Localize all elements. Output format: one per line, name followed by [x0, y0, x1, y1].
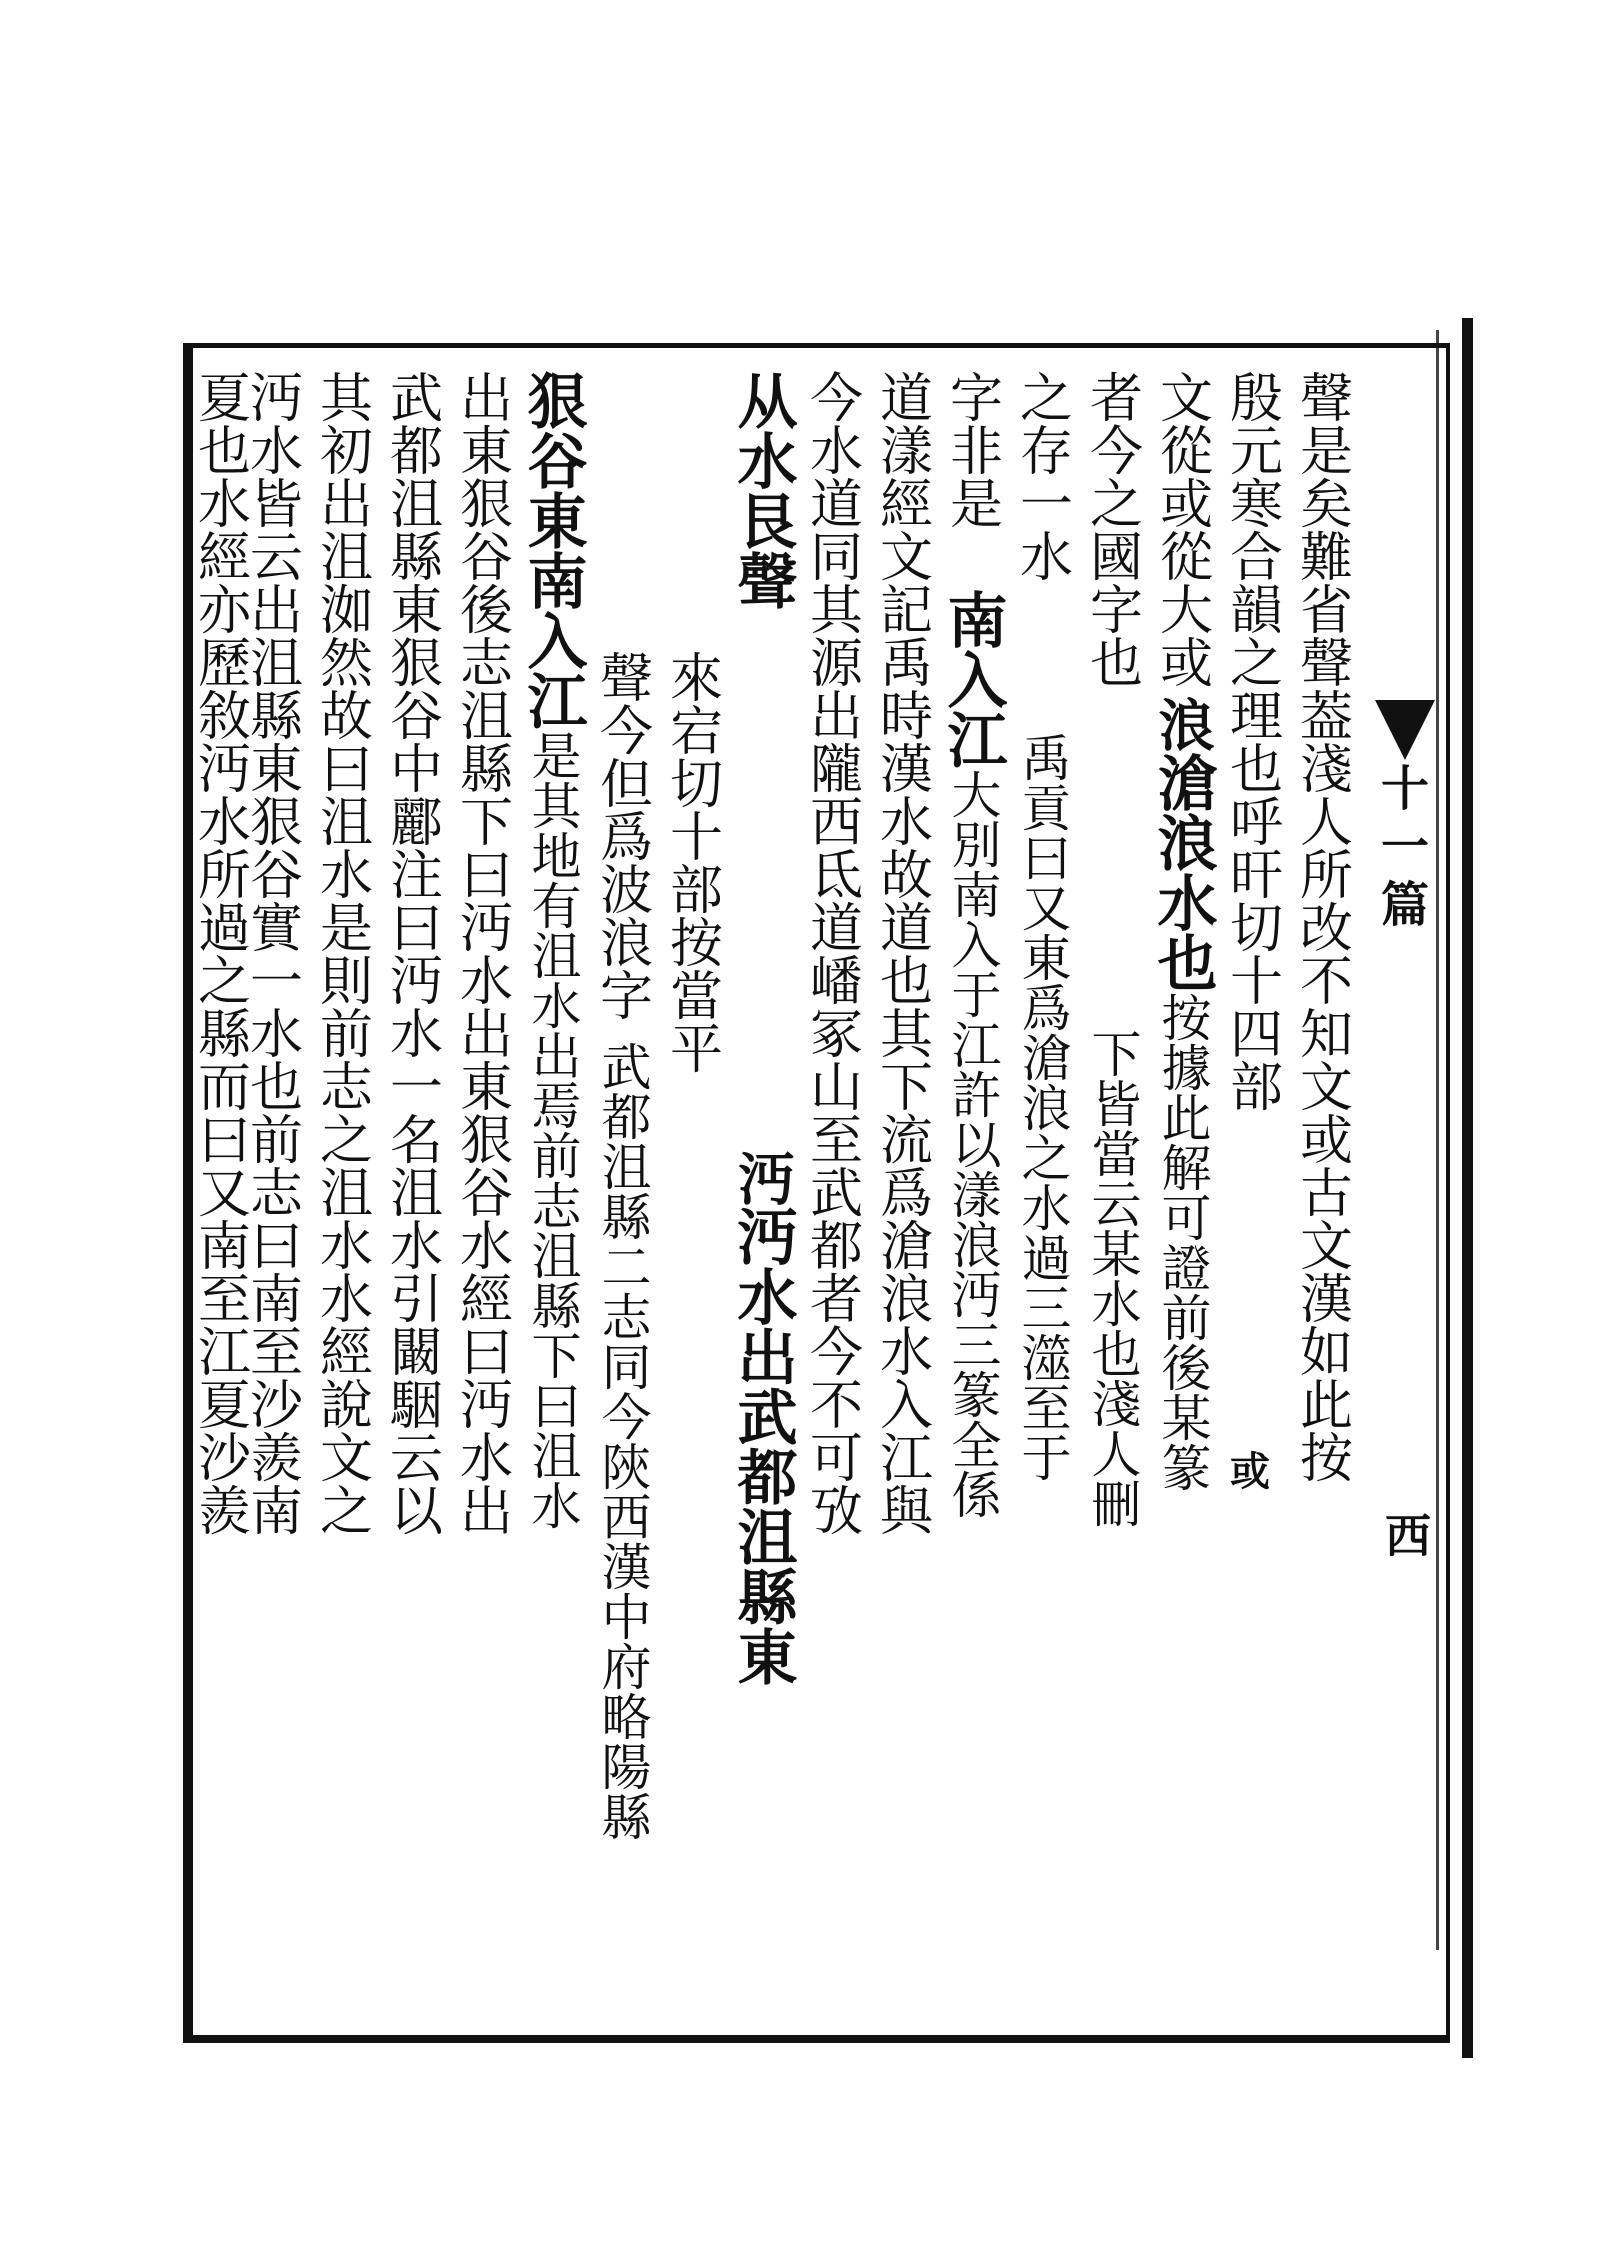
seal-glyph: 或: [1230, 1448, 1270, 1495]
text-column: [310, 370, 374, 2020]
text-column: [517, 370, 588, 2020]
column-text: 聲是矣難省聲葢淺人所改不知文或古文漢如此按: [1291, 370, 1353, 1483]
column-text: 武都沮縣東狠谷中酈注曰沔水一名沮水引闞駰云以: [381, 370, 443, 1536]
text-column: [800, 370, 864, 2020]
column-heading: 狠谷東南入江: [517, 370, 588, 730]
column-text: 文從或從大或: [1151, 370, 1213, 688]
text-column: [1080, 370, 1144, 2020]
fish-tail-mark: [1375, 700, 1435, 760]
text-column: [189, 370, 251, 2020]
column-text: 今水道同其源出隴西氐道嶓冢山至武都者今不可攷: [801, 370, 863, 1536]
column-text: 下皆當云某水也淺人刪: [1083, 1028, 1142, 1528]
column-text: 殷元寒合韻之理也呼旰切十四部: [1221, 370, 1283, 1112]
column-text: 其初出沮洳然故曰沮水是則前志之沮水水經說文之: [311, 370, 373, 1536]
margin-chapter-label: 十一篇: [1380, 761, 1429, 933]
text-column: [450, 370, 514, 2020]
column-text: 禹貢曰又東爲滄浪之水過三澨至于: [1013, 732, 1072, 1482]
column-text: 按據此解可證前後某篆: [1153, 992, 1212, 1492]
column-text: 大別南入于江許以漾浪沔三篆全係: [943, 769, 1002, 1519]
column-heading: 沔水出武都沮縣東: [727, 1206, 798, 1686]
text-column: [870, 370, 934, 2020]
column-text: 來宕切十部按當平: [661, 650, 723, 1074]
text-column: [590, 370, 654, 2020]
column-text: 是其地有沮水出焉前志沮縣下曰沮水: [523, 730, 582, 1530]
column-text: 字非是: [941, 370, 1003, 529]
column-text: 武都沮縣二志同今陝西漢中府略陽縣: [593, 1041, 652, 1841]
column-text: 聲今但爲波浪字: [591, 650, 653, 1021]
text-column: [1220, 370, 1284, 2020]
text-column: [660, 370, 724, 2020]
text-column: [380, 370, 444, 2020]
margin-leaf-number: 西: [1385, 1509, 1431, 1563]
column-text: 者今之國字也: [1081, 370, 1143, 688]
seal-glyph: 沔: [729, 1150, 796, 1206]
text-column: [727, 370, 798, 2020]
column-text: 之存一水: [1011, 370, 1073, 582]
text-column: [1147, 370, 1218, 2020]
text-column: [1290, 370, 1354, 2020]
column-text: 道漾經文記禹時漢水故道也其下流爲滄浪水入江與: [871, 370, 933, 1536]
text-column: [1010, 370, 1074, 2020]
column-text: 夏也水經亦歷敘沔水所過之縣而曰又南至江夏沙羨: [189, 370, 251, 1536]
page-edge-bar: [1462, 318, 1473, 2058]
column-text: 滄浪水也: [1147, 752, 1218, 992]
column-text: 出東狠谷後志沮縣下曰沔水出東狠谷水經曰沔水出: [451, 370, 513, 1536]
column-text: 南入江: [937, 589, 1008, 769]
text-column: [937, 370, 1008, 2020]
seal-glyph: 浪: [1149, 696, 1216, 752]
column-heading: 从水艮聲: [727, 370, 798, 610]
column-text: 沔水皆云出沮縣東狠谷實一水也前志曰南至沙羨南: [241, 370, 303, 1536]
